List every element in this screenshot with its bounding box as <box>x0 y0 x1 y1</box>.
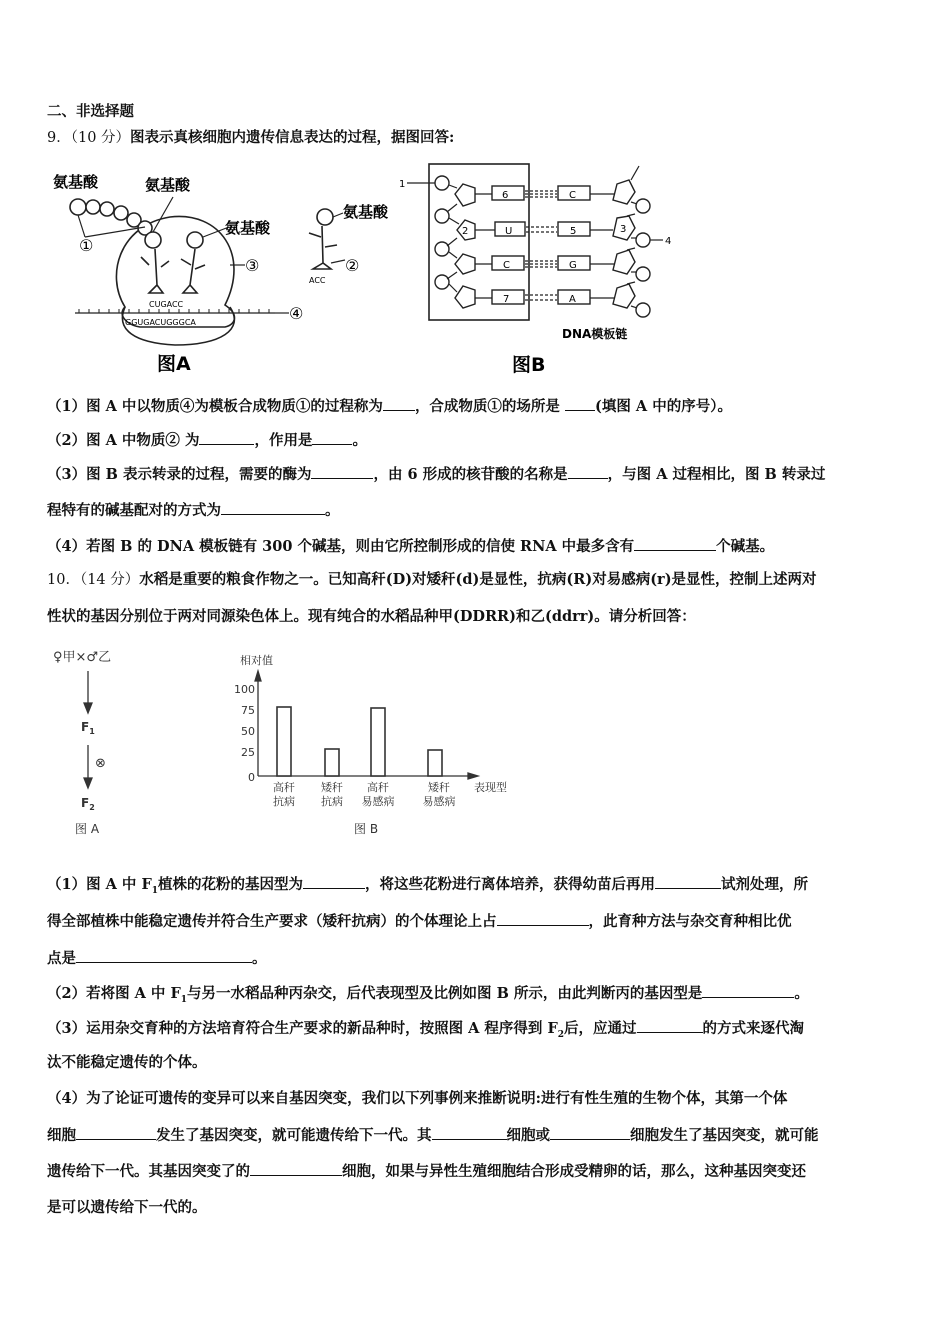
answer-blank[interactable] <box>76 1125 156 1140</box>
y-tick: 0 <box>248 771 255 784</box>
label-1: 1 <box>399 179 406 190</box>
left-base: C <box>503 260 510 271</box>
x-label: 矮秆 <box>321 781 343 794</box>
answer-blank[interactable] <box>702 983 794 998</box>
q10-sub-1-cont2: 点是 。 <box>47 950 267 967</box>
q10-sub-1: （1）图 A 中 $F_1$植株的花粉的基因型为 ，将这些花粉进行离体培养，获得幼苗后再用 试剂处理，所 <box>47 876 809 896</box>
label-3: 3 <box>620 224 627 235</box>
mrna-sequence: GGUGACUGGGCA <box>125 318 196 327</box>
answer-blank[interactable] <box>303 874 365 889</box>
q10-figure-b-chart <box>228 645 528 840</box>
amino-acid-label: 氨基酸 <box>145 176 191 194</box>
answer-blank[interactable] <box>199 430 254 445</box>
codon-seq-top: CUGACC <box>149 300 184 309</box>
answer-blank[interactable] <box>497 911 589 926</box>
marker-3: ③ <box>245 256 260 275</box>
x-label: 高秆 <box>367 781 389 794</box>
figure-b-caption: 图B <box>512 354 546 376</box>
bar-short-resistant <box>325 749 339 776</box>
q10-stem-line-1: 10．（14 分）水稻是重要的粮食作物之一。已知高秆(D)对矮秆(d)是显性，抗病(R)对易感病(r)是显性，控制上述两对 <box>47 571 817 588</box>
q10-sub-4-cont2: 遗传给下一代。其基因突变了的 细胞，如果与异性生殖细胞结合形成受精卵的话，那么，这种基因突变还 <box>47 1163 806 1180</box>
q9-sub-3: （3）图 B 表示转录的过程，需要的酶为 ，由 6 形成的核苷酸的名称是 ，与图 A 过程相比，图 B 转录过 <box>47 466 826 483</box>
q10-stem-line-2: 性状的基因分别位于两对同源染色体上。现有纯合的水稻品种甲(DDRR)和乙(ddrr)。请分析回答： <box>47 608 696 625</box>
right-base: A <box>569 294 576 305</box>
answer-blank[interactable] <box>221 500 325 515</box>
answer-blank[interactable] <box>568 464 608 479</box>
marker-1: ① <box>79 236 94 255</box>
amino-acid-label: 氨基酸 <box>343 203 389 221</box>
q9-score: （10 分） <box>70 130 131 146</box>
left-base: U <box>505 226 513 237</box>
marker-2: ② <box>345 256 360 275</box>
dna-template-label: DNA模板链 <box>562 327 628 341</box>
q9-sub-1: （1）图 A 中以物质④为模板合成物质①的过程称为 ，合成物质①的场所是 (填图 A 中的序号）。 <box>47 398 732 415</box>
bar-tall-susceptible <box>371 708 385 776</box>
x-label: 高秆 <box>273 781 295 794</box>
x-label: 易感病 <box>422 795 456 808</box>
figure-a-caption: 图A <box>157 353 191 375</box>
q10-sub-4: （4）为了论证可遗传的变异可以来自基因突变，我们以下列事例来推断说明:进行有性生殖的生物个体，其第一个体 <box>47 1090 788 1107</box>
selfing-symbol: ⊗ <box>95 756 106 771</box>
q9-sub-3-cont: 程特有的碱基配对的方式为 。 <box>47 502 340 519</box>
f2-label: $F_2$ <box>81 796 95 812</box>
answer-blank[interactable] <box>550 1125 630 1140</box>
q10-sub-2: （2）若将图 A 中 $F_1$与另一水稻品种丙杂交，后代表现型及比例如图 B 所示，由此判断丙的基因型是 。 <box>47 985 809 1005</box>
x-axis-label: 表现型 <box>474 781 507 794</box>
answer-blank[interactable] <box>655 874 721 889</box>
q10-sub-3: （3）运用杂交育种的方法培育符合生产要求的新品种时，按照图 A 程序得到 $F_2$后，应通过 的方式来逐代淘 <box>47 1020 805 1040</box>
y-tick: 25 <box>241 746 255 759</box>
y-tick: 100 <box>234 683 255 696</box>
marker-4: ④ <box>289 304 304 323</box>
answer-blank[interactable] <box>637 1018 703 1033</box>
label-4: 4 <box>665 236 672 247</box>
answer-blank[interactable] <box>383 396 415 411</box>
q9-sub-4: （4）若图 B 的 DNA 模板链有 300 个碱基，则由它所控制形成的信使 RNA 中最多含有 个碱基。 <box>47 538 775 555</box>
q10-figure-a <box>45 645 195 840</box>
bar-short-susceptible <box>428 750 442 776</box>
q9-sub-2: （2）图 A 中物质② 为 ，作用是 。 <box>47 432 367 449</box>
amino-acid-label: 氨基酸 <box>53 173 99 191</box>
y-tick: 75 <box>241 704 255 717</box>
x-label: 抗病 <box>273 795 295 808</box>
right-base: 5 <box>570 226 577 237</box>
answer-blank[interactable] <box>312 430 352 445</box>
right-base: C <box>569 190 576 201</box>
q9-stem: 图表示真核细胞内遗传信息表达的过程，据图回答: <box>130 129 455 146</box>
answer-blank[interactable] <box>432 1125 507 1140</box>
answer-blank[interactable] <box>311 464 373 479</box>
q10-sub-4-cont3: 是可以遗传给下一代的。 <box>47 1199 207 1216</box>
figure-a-caption: 图 A <box>75 822 100 836</box>
left-base: 6 <box>502 190 509 201</box>
q10-number: 10． <box>47 572 80 588</box>
bar-tall-resistant <box>277 707 291 776</box>
label-2: 2 <box>462 226 469 237</box>
amino-acid-label: 氨基酸 <box>225 219 271 237</box>
answer-blank[interactable] <box>565 396 595 411</box>
q9-figure-a <box>45 165 395 380</box>
q9-stem-line <box>47 128 454 148</box>
right-base: G <box>569 260 577 271</box>
left-base: 7 <box>503 294 510 305</box>
x-label: 抗病 <box>321 795 343 808</box>
x-label: 易感病 <box>361 795 395 808</box>
q10-score: （14 分） <box>79 572 140 588</box>
free-anticodon: ACC <box>309 276 326 285</box>
answer-blank[interactable] <box>634 536 716 551</box>
y-tick: 50 <box>241 725 255 738</box>
q10-sub-4-cont: 细胞 发生了基因突变，就可能遗传给下一代。其 细胞或 细胞发生了基因突变，就可能 <box>47 1127 819 1144</box>
x-label: 矮秆 <box>428 781 450 794</box>
cross-label: ♀甲×♂乙 <box>53 650 112 665</box>
q10-sub-1-cont: 得全部植株中能稳定遗传并符合生产要求（矮秆抗病）的个体理论上占 ，此育种方法与杂交育种相比优 <box>47 913 792 930</box>
f1-label: $F_1$ <box>81 720 95 736</box>
q9-figure-b <box>395 158 715 380</box>
q10-sub-3-cont: 汰不能稳定遗传的个体。 <box>47 1054 207 1071</box>
answer-blank[interactable] <box>250 1161 342 1176</box>
section-title: 二、非选择题 <box>47 103 134 120</box>
q9-number: 9． <box>47 130 71 146</box>
figure-b-caption: 图 B <box>354 822 379 836</box>
answer-blank[interactable] <box>76 948 252 963</box>
y-axis-label: 相对值 <box>240 654 273 667</box>
